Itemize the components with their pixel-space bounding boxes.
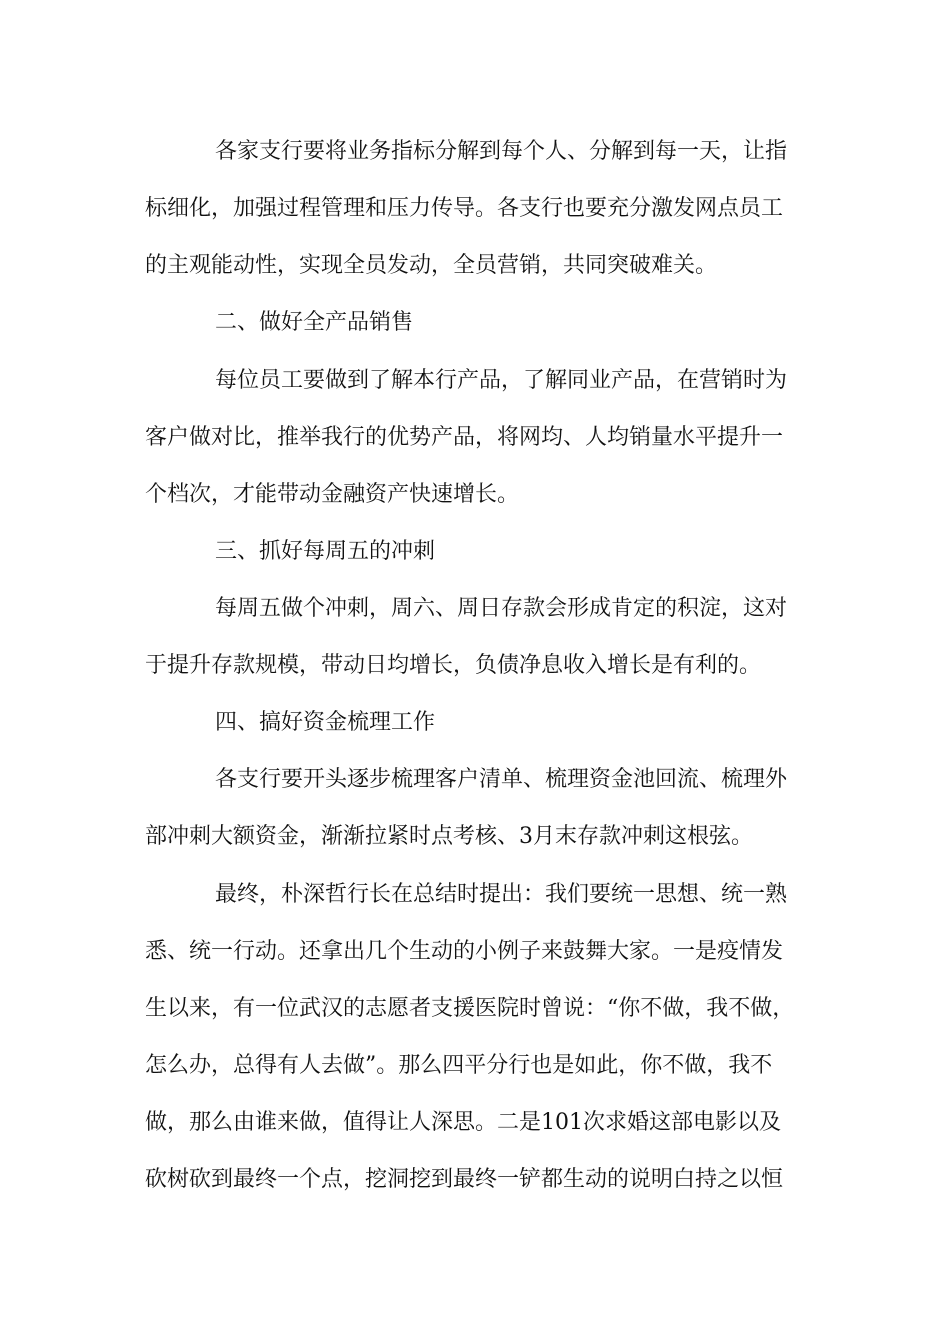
paragraph-line: 标细化，加强过程管理和压力传导。各支行也要充分激发网点员工 [145, 196, 784, 221]
section-heading: 四、搞好资金梳理工作 [215, 710, 436, 735]
paragraph-line: 于提升存款规模，带动日均增长，负债净息收入增长是有利的。 [145, 653, 762, 678]
paragraph-line: 做，那么由谁来做，值得让人深思。二是101次求婚这部电影以及 [145, 1110, 781, 1135]
paragraph-line: 各支行要开头逐步梳理客户清单、梳理资金池回流、梳理外 [215, 767, 788, 792]
paragraph-line: 每位员工要做到了解本行产品，了解同业产品，在营销时为 [215, 368, 788, 393]
paragraph-line: 最终，朴深哲行长在总结时提出：我们要统一思想、统一熟 [215, 882, 788, 907]
paragraph-line: 部冲刺大额资金，渐渐拉紧时点考核、3月末存款冲刺这根弦。 [145, 824, 753, 849]
paragraph-line: 悉、统一行动。还拿出几个生动的小例子来鼓舞大家。一是疫情发 [145, 939, 784, 964]
paragraph-line: 的主观能动性，实现全员发动，全员营销，共同突破难关。 [145, 253, 718, 278]
paragraph-line: 客户做对比，推举我行的优势产品，将网均、人均销量水平提升一 [145, 425, 784, 450]
section-heading: 三、抓好每周五的冲刺 [215, 539, 436, 564]
paragraph-line: 各家支行要将业务指标分解到每个人、分解到每一天，让指 [215, 139, 788, 164]
paragraph-line: 生以来，有一位武汉的志愿者支援医院时曾说：“你不做，我不做， [145, 996, 795, 1021]
paragraph-line: 怎么办，总得有人去做”。那么四平分行也是如此，你不做，我不 [145, 1053, 773, 1078]
section-heading: 二、做好全产品销售 [215, 310, 414, 335]
paragraph-line: 每周五做个冲刺，周六、周日存款会形成肯定的积淀，这对 [215, 596, 788, 621]
paragraph-line: 个档次，才能带动金融资产快速增长。 [145, 482, 520, 507]
paragraph-line: 砍树砍到最终一个点，挖洞挖到最终一铲都生动的说明白持之以恒 [145, 1167, 784, 1192]
